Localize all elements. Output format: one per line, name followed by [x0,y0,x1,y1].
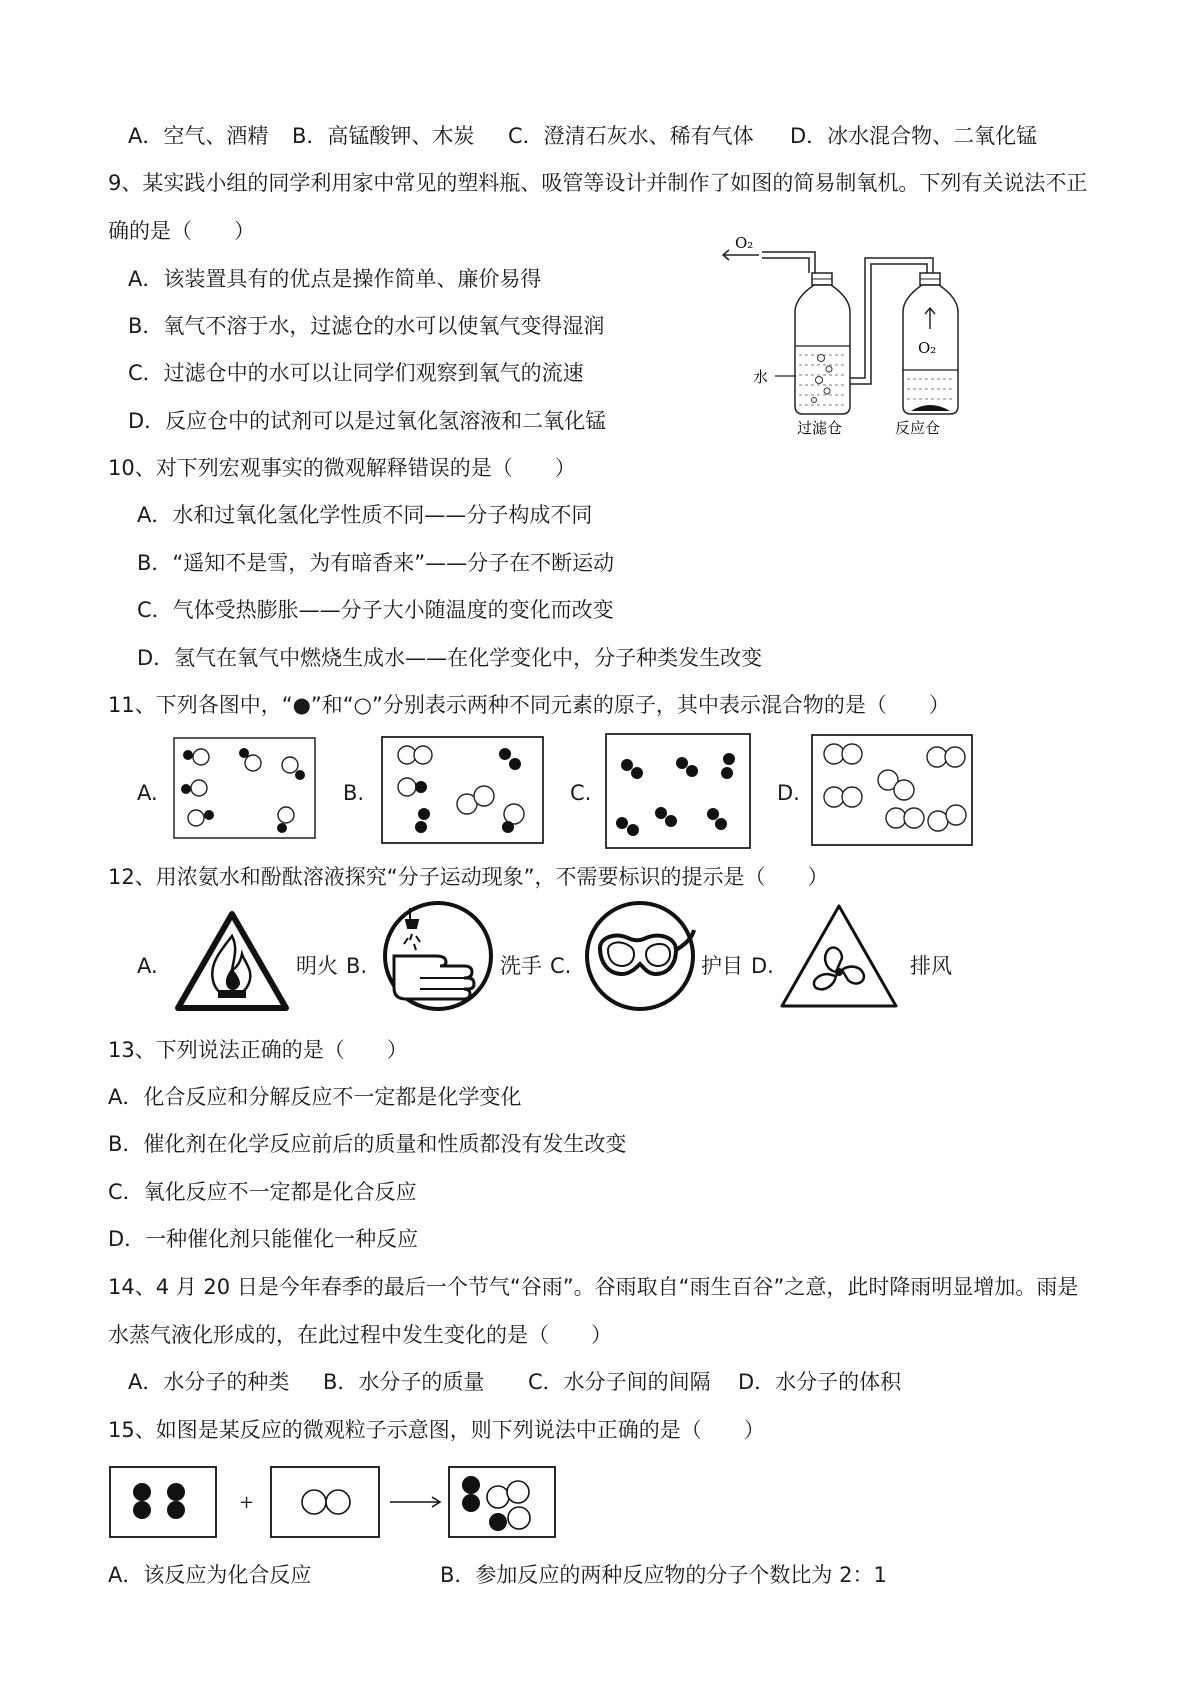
q11-diagram-b [378,732,548,847]
q14-option-c: C．水分子间的间隔 [528,1370,711,1394]
q11-stem: 11、下列各图中，“●”和“○”分别表示两种不同元素的原子，其中表示混合物的是（ ） [108,693,950,717]
q14-stem-line2: 水蒸气液化形成的，在此过程中发生变化的是（ ） [108,1323,612,1347]
q15-option-a: A．该反应为化合反应 [108,1563,312,1587]
q10-option-b: B．“遥知不是雪，为有暗香来”——分子在不断运动 [137,551,615,575]
q14-option-b: B．水分子的质量 [323,1370,485,1394]
q10-option-a: A．水和过氧化氢化学性质不同——分子构成不同 [137,503,593,527]
q14-option-d: D．水分子的体积 [738,1370,902,1394]
q8-option-d: D．冰水混合物、二氧化锰 [790,124,1038,148]
q13-option-a: A．化合反应和分解反应不一定都是化学变化 [108,1085,522,1109]
oxygen-generator-figure [715,228,985,438]
q9-option-d: D．反应仓中的试剂可以是过氧化氢溶液和二氧化锰 [128,409,607,433]
q15-stem: 15、如图是某反应的微观粒子示意图，则下列说法中正确的是（ ） [108,1418,765,1442]
q12-icon-fan-label: 排风 [910,954,952,978]
q8-option-a: A．空气、酒精 [128,124,269,148]
filter-label: 过滤仓 [797,419,843,437]
water-label: 水 [753,368,769,386]
q13-option-c: C．氧化反应不一定都是化合反应 [108,1180,417,1204]
q9-option-b: B．氧气不溶于水，过滤仓的水可以使氧气变得湿润 [128,314,605,338]
reactor-label: 反应仓 [895,419,941,437]
q8-option-b: B．高锰酸钾、木炭 [292,124,475,148]
q12-label-a: A. [137,954,158,978]
q11-diagram-d [808,730,976,850]
plus-sign: + [239,1492,255,1513]
hand-washing-icon [380,898,496,1014]
q11-label-b: B. [343,781,365,805]
q12-stem: 12、用浓氨水和酚酞溶液探究“分子运动现象”，不需要标识的提示是（ ） [108,865,829,889]
q10-option-c: C．气体受热膨胀——分子大小随温度的变化而改变 [137,598,614,622]
q9-option-c: C．过滤仓中的水可以让同学们观察到氧气的流速 [128,361,584,385]
reaction-arrow [390,1497,440,1507]
q15-reaction-diagram [106,1462,566,1542]
open-flame-icon [172,908,292,1016]
q11-label-a: A. [137,781,158,805]
q12-label-c: C. [550,954,572,978]
goggles-icon [582,898,702,1014]
q8-option-c: C．澄清石灰水、稀有气体 [508,124,754,148]
o2-inside-label: O₂ [918,339,937,357]
q11-label-c: C. [570,781,592,805]
q11-label-d: D. [777,781,800,805]
q12-label-b: B. [346,954,368,978]
q14-option-a: A．水分子的种类 [128,1370,290,1394]
q13-stem: 13、下列说法正确的是（ ） [108,1038,408,1062]
q10-option-d: D．氢气在氧气中燃烧生成水——在化学变化中，分子种类发生改变 [137,646,763,670]
q9-stem-line1: 9、某实践小组的同学利用家中常见的塑料瓶、吸管等设计并制作了如图的简易制氧机。下列有关说法不正 [108,171,1088,195]
q9-stem-line2: 确的是（ ） [108,219,255,243]
q12-label-d: D. [751,954,774,978]
q15-option-b: B．参加反应的两种反应物的分子个数比为 2：1 [440,1563,887,1587]
q12-icon-fire-label: 明火 [296,954,338,978]
q12-icon-goggles-label: 护目 [701,954,743,978]
q9-option-a: A．该装置具有的优点是操作简单、廉价易得 [128,267,542,291]
filter-bottle [795,273,850,414]
q14-stem-line1: 14、4 月 20 日是今年春季的最后一个节气“谷雨”。谷雨取自“雨生百谷”之意，此时降雨明显增加。雨是 [108,1275,1079,1299]
q11-diagram-c [602,729,754,851]
q13-option-b: B．催化剂在化学反应前后的质量和性质都没有发生改变 [108,1132,627,1156]
o2-out-label: O₂ [735,234,754,252]
q13-option-d: D．一种催化剂只能催化一种反应 [108,1227,419,1251]
q12-icon-wash-label: 洗手 [500,954,542,978]
ventilation-icon [776,900,902,1012]
q11-diagram-a [170,733,320,845]
q10-stem: 10、对下列宏观事实的微观解释错误的是（ ） [108,456,576,480]
